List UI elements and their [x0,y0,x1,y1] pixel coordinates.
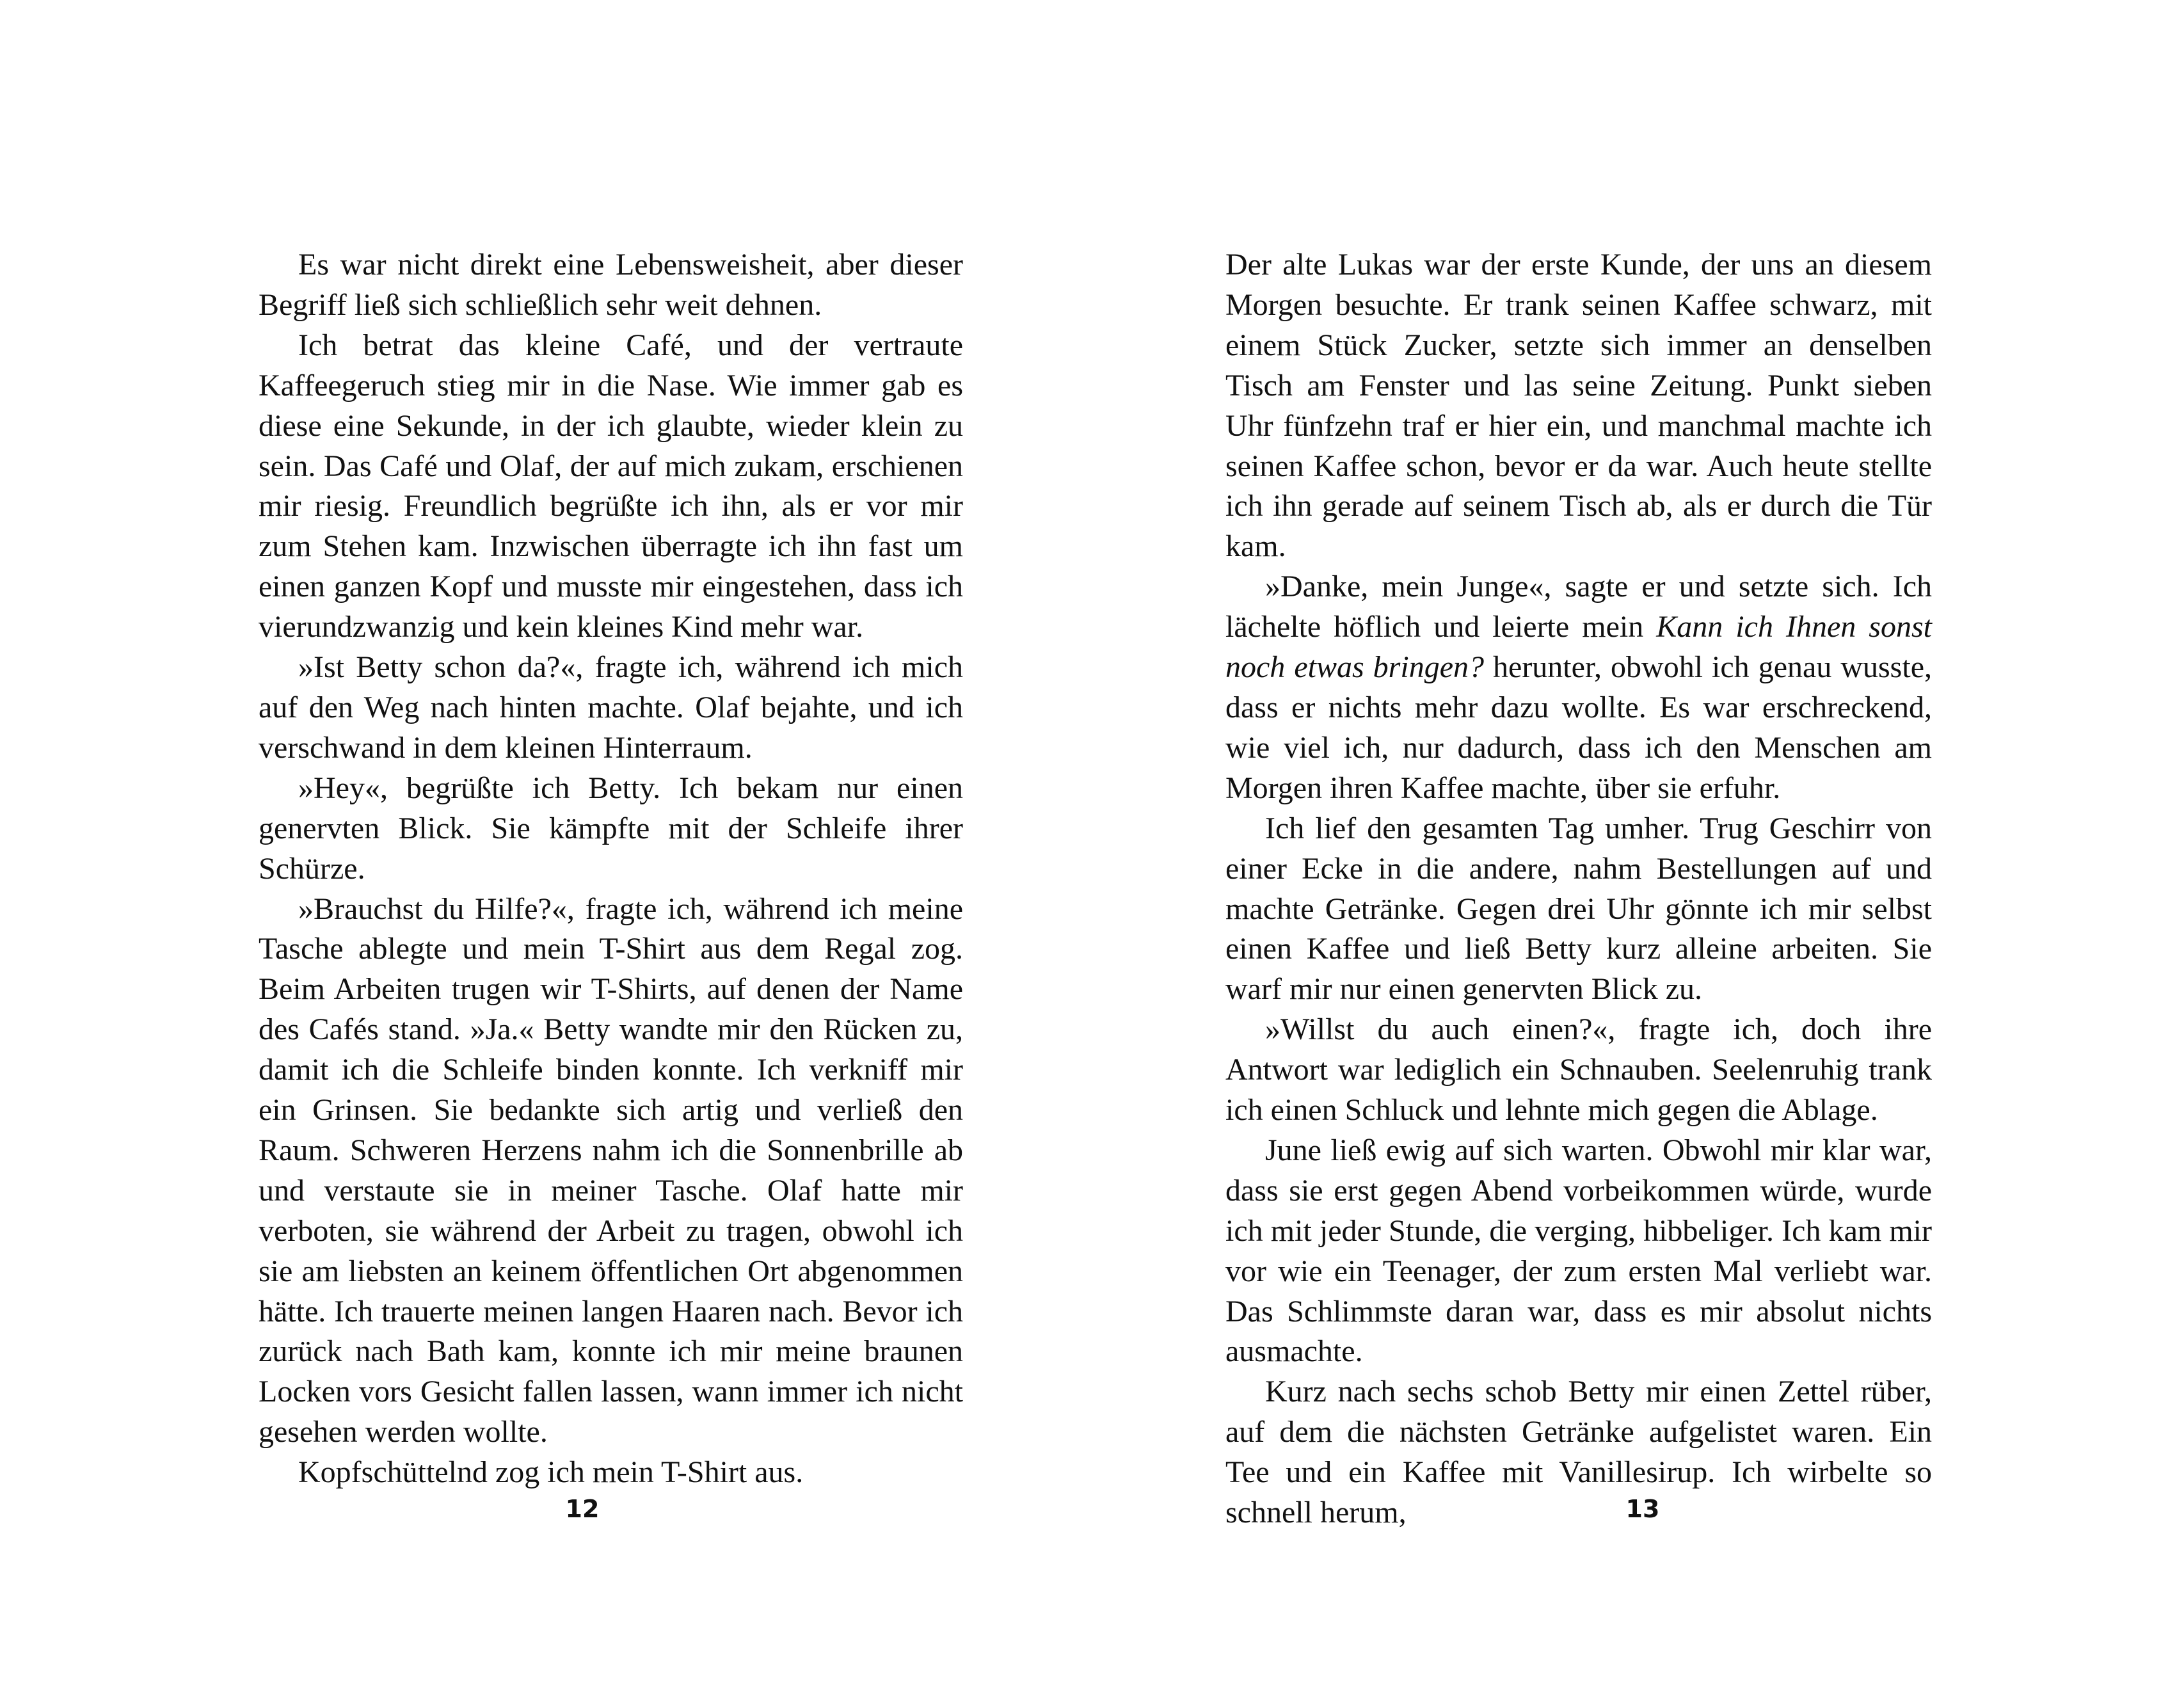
paragraph: Ich betrat das kleine Café, und der vertraute Kaffeegeruch stieg mir in die Nase. Wie immer gab es diese eine Sekunde, in der ich glaubte, wieder klein zu sein. Das Café und Olaf, der auf mich zukam, erschienen mir riesig. Freundlich begrüßte ich ihn, als er vor mir zum Stehen kam. Inzwischen überragte ich ihn fast um einen ganzen Kopf und musste mir eingestehen, dass ich vierundzwanzig und kein kleines Kind mehr war. [259,328,963,644]
paragraph: »Ist Betty schon da?«, fragte ich, während ich mich auf den Weg nach hinten machte. Olaf bejahte, und ich verschwand in dem kleinen Hinterraum. [259,650,963,765]
paragraph: June ließ ewig auf sich warten. Obwohl mir klar war, dass sie erst gegen Abend vorbeikommen würde, wurde ich mit jeder Stunde, die verging, hibbeliger. Ich kam mir vor wie ein Teenager, der zum ersten Mal verliebt war. Das Schlimmste daran war, dass es mir absolut nichts ausmachte. [1225,1133,1932,1369]
paragraph-text: »Danke, mein Junge«, sagte er und setzte sich. Ich lächelte höflich und leierte mein [1225,570,1932,644]
paragraph: Es war nicht direkt eine Lebensweisheit, aber dieser Begriff ließ sich schließlich sehr weit dehnen. [259,248,963,322]
paragraph: »Brauchst du Hilfe?«, fragte ich, während ich meine Tasche ablegte und mein T-Shirt aus dem Regal zog. Beim Arbeiten trugen wir T-Shirts, auf denen der Name des Cafés stand. »Ja.« Betty wandte mir den Rücken zu, damit ich die Schleife binden konnte. Ich verkniff mir ein Grinsen. Sie bedankte sich artig und verließ den Raum. Schweren Herzens nahm ich die Sonnenbrille ab und verstaute sie in meiner Tasche. Olaf hatte mir verboten, sie während der Arbeit zu tragen, obwohl ich sie am liebsten an keinem öffentlichen Ort abgenommen hätte. Ich trauerte meinen langen Haaren nach. Bevor ich zurück nach Bath kam, konnte ich mir meine braunen Locken vors Gesicht fallen lassen, wann immer ich nicht gesehen werden wollte. [259,891,963,1449]
paragraph: Der alte Lukas war der erste Kunde, der uns an diesem Morgen besuchte. Er trank seinen Kaffee schwarz, mit einem Stück Zucker, setzte sich immer an denselben Tisch am Fenster und las seine Zeitung. Punkt sieben Uhr fünfzehn traf er hier ein, und manchmal machte ich seinen Kaffee schon, bevor er da war. Auch heute stellte ich ihn gerade auf seinem Tisch ab, als er durch die Tür kam. [1225,248,1932,564]
page-number: 12 [565,1495,600,1523]
paragraph: Ich lief den gesamten Tag umher. Trug Geschirr von einer Ecke in die andere, nahm Bestellungen auf und machte Getränke. Gegen drei Uhr gönnte ich mir selbst einen Kaffee und ließ Betty kurz alleine arbeiten. Sie warf mir nur einen genervten Blick zu. [1225,811,1932,1007]
page-number: 13 [1625,1495,1660,1523]
right-page [1088,0,2177,1708]
italic-phrase: Kann ich Ihnen sonst noch etwas bringen? [1225,610,1932,685]
paragraph: »Hey«, begrüßte ich Betty. Ich bekam nur einen genervten Blick. Sie kämpfte mit der Schleife ihrer Schürze. [259,770,963,886]
paragraph [1225,567,1932,808]
left-page [0,0,1088,1708]
paragraph: Kopfschüttelnd zog ich mein T-Shirt aus. [298,1455,804,1490]
paragraph: »Willst du auch einen?«, fragte ich, doch ihre Antwort war lediglich ein Schnauben. Seelenruhig trank ich einen Schluck und lehnte mich gegen die Ablage. [1225,1012,1932,1128]
paragraph: Kurz nach sechs schob Betty mir einen Zettel rüber, auf dem die nächsten Getränke aufgelistet waren. Ein Tee und ein Kaffee mit Vanillesirup. Ich wirbelte so schnell herum, [1225,1375,1932,1530]
right-page-text [1225,245,1932,1533]
paragraph-text: herunter, obwohl ich genau wusste, dass er nichts mehr dazu wollte. Es war erschreckend, wie viel ich, nur dadurch, dass ich den Menschen am Morgen ihren Kaffee machte, über sie erfuhr. [1225,650,1932,805]
left-page-text [259,245,963,1493]
